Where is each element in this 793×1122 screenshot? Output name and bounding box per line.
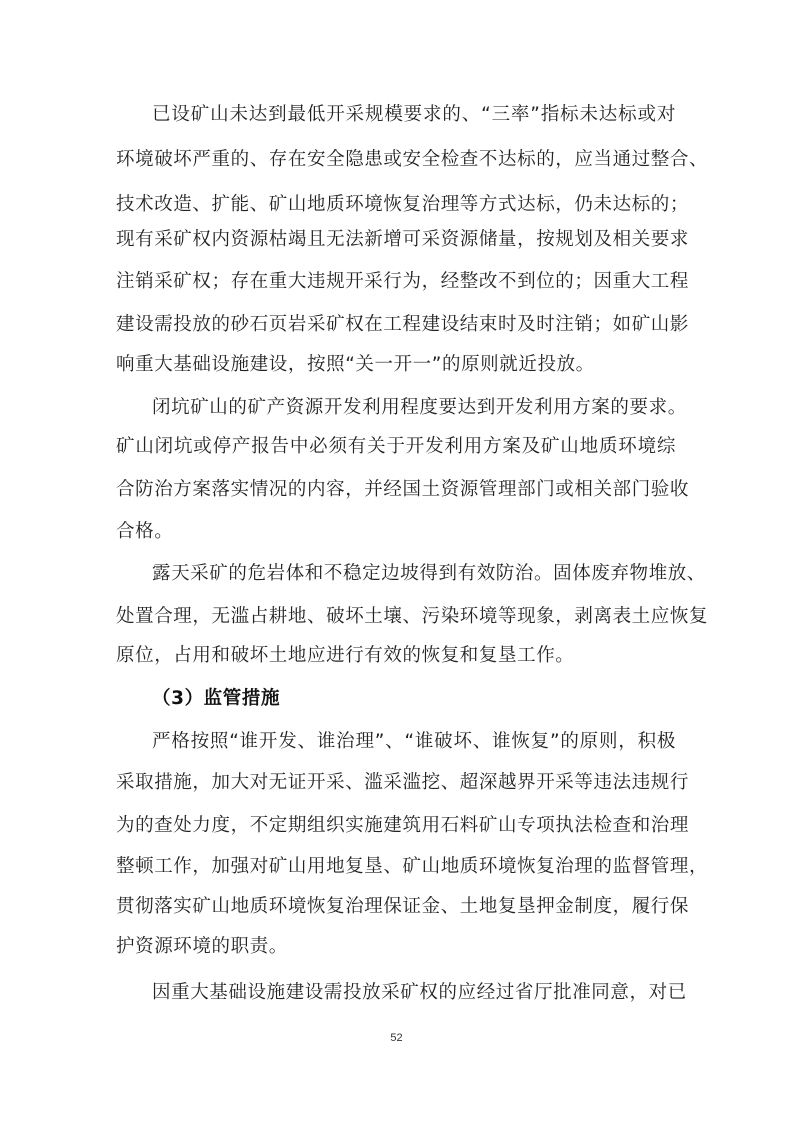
paragraph-line: 因重大基础设施建设需投放采矿权的应经过省厅批准同意，对已	[152, 982, 687, 1003]
paragraph-line: 响重大基础设施建设，按照“关一开一”的原则就近投放。	[116, 354, 595, 375]
paragraph-line: 建设需投放的砂石页岩采矿权在工程建设结束时及时注销；如矿山影	[116, 314, 690, 335]
paragraph-line: 注销采矿权；存在重大违规开采行为，经整改不到位的；因重大工程	[116, 271, 690, 292]
paragraph-line: 处置合理，无滥占耕地、破坏土壤、污染环境等现象，剥离表土应恢复	[116, 606, 709, 627]
paragraph-line: 技术改造、扩能、矿山地质环境恢复治理等方式达标，仍未达标的；	[116, 194, 690, 215]
paragraph-line: 严格按照“谁开发、谁治理”、“谁破坏、谁恢复”的原则，积极	[152, 731, 676, 752]
paragraph-line: 现有采矿权内资源枯竭且无法新增可采资源储量，按规划及相关要求	[116, 229, 690, 250]
paragraph-line: 露天采矿的危岩体和不稳定边坡得到有效防治。固体废弃物堆放、	[152, 563, 706, 584]
paragraph-line: 原位，占用和破坏土地应进行有效的恢复和复垦工作。	[116, 645, 575, 666]
paragraph-line: 护资源环境的职责。	[116, 936, 288, 957]
paragraph-line: 采取措施，加大对无证开采、滥采滥挖、超深越界开采等违法违规行	[116, 772, 690, 793]
paragraph-line: 合防治方案落实情况的内容，并经国土资源管理部门或相关部门验收	[116, 479, 690, 500]
section-heading: （3）监管措施	[152, 688, 281, 709]
paragraph-line: 闭坑矿山的矿产资源开发利用程度要达到开发利用方案的要求。	[152, 397, 687, 418]
page-number: 52	[390, 1032, 403, 1044]
paragraph-line: 合格。	[116, 521, 174, 542]
paragraph-line: 矿山闭坑或停产报告中必须有关于开发利用方案及矿山地质环境综	[116, 436, 676, 457]
paragraph-line: 环境破坏严重的、存在安全隐患或安全检查不达标的，应当通过整合、	[116, 149, 709, 170]
paragraph-line: 整顿工作，加强对矿山用地复垦、矿山地质环境恢复治理的监督管理，	[116, 856, 709, 877]
paragraph-line: 贯彻落实矿山地质环境恢复治理保证金、土地复垦押金制度，履行保	[116, 896, 690, 917]
paragraph-line: 为的查处力度，不定期组织实施建筑用石料矿山专项执法检查和治理	[116, 815, 690, 836]
paragraph-line: 已设矿山未达到最低开采规模要求的、“三率”指标未达标或对	[152, 104, 676, 125]
